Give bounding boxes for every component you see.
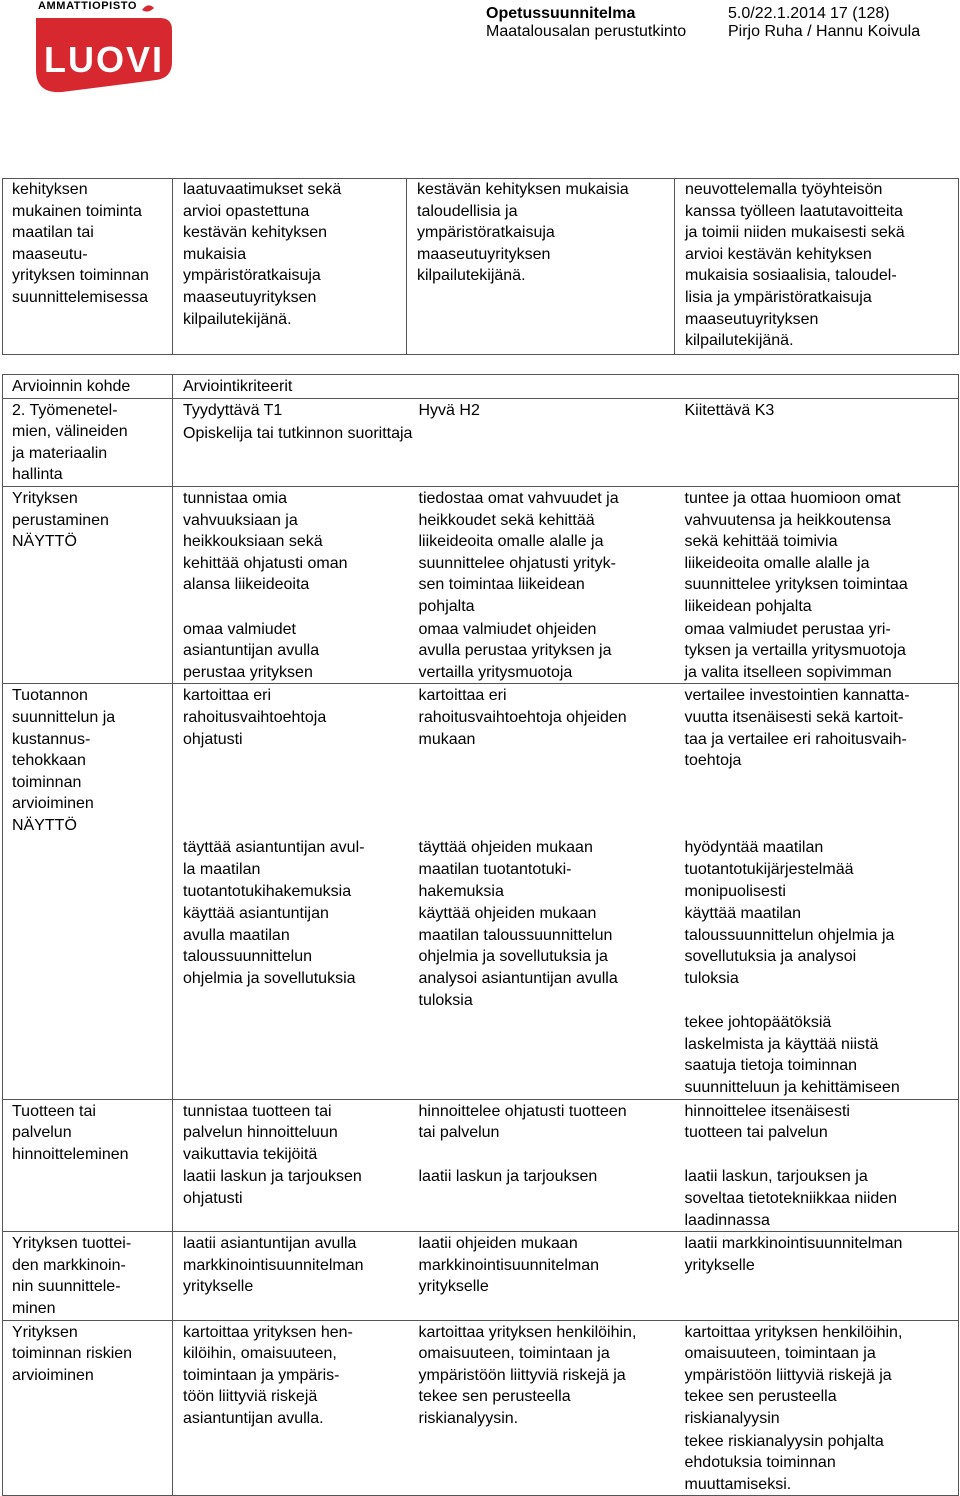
table-cell-h2: laatii ohjeiden mukaan markkinointisuunnitelman yritykselle bbox=[409, 1232, 675, 1320]
table-row bbox=[3, 684, 959, 837]
table-cell-h2 bbox=[409, 1430, 675, 1496]
document-version: 5.0/22.1.2014 bbox=[728, 5, 826, 22]
table-cell-subject: Yrityksen tuottei- den markkinoin- nin suunnittele- minen bbox=[3, 1232, 173, 1320]
table-cell-k3: käyttää maatilan taloussuunnittelun ohjelmia ja sovellutuksia ja analysoi tuloksia bbox=[684, 905, 895, 988]
document-title: Opetussuunnitelma bbox=[486, 5, 636, 22]
table-row bbox=[3, 1232, 959, 1320]
table-cell-subject: Yrityksen toiminnan riskien arvioiminen bbox=[3, 1320, 173, 1429]
table-cell-k3: hinnoittelee itsenäisesti tuotteen tai palvelun bbox=[675, 1099, 959, 1165]
table-cell-t1: kartoittaa eri rahoitusvaihtoehtoja ohjatusti bbox=[173, 684, 409, 837]
document-authors: Pirjo Ruha / Hannu Koivula bbox=[728, 23, 921, 40]
table-row bbox=[3, 486, 959, 617]
table-row bbox=[3, 179, 959, 355]
table-cell-k3: laatii laskun, tarjouksen ja soveltaa tietotekniikkaa niiden laadinnassa bbox=[684, 1168, 898, 1229]
column-header-subject: Arvioinnin kohde bbox=[3, 375, 173, 399]
column-header-criteria: Arviointikriteerit bbox=[183, 378, 293, 395]
competence-table-continuation bbox=[2, 178, 959, 355]
table-header-row bbox=[3, 375, 959, 399]
table-cell-h2: laatii laskun ja tarjouksen bbox=[418, 1168, 598, 1186]
levels-row bbox=[3, 398, 959, 421]
table-cell-t1: kartoittaa yrityksen hen- kilöihin, omaisuuteen, toimintaan ja ympäris- töön liittyviä riskejä asiantuntijan avulla. bbox=[173, 1320, 409, 1429]
table-cell-t1: tunnistaa tuotteen tai palvelun hinnoitteluun vaikuttavia tekijöitä bbox=[173, 1099, 409, 1165]
table-cell-t1: laatuvaatimukset sekä arvioi opastettuna kestävän kehityksen mukaisia ympäristöratkaisuja maaseutuyrityksen kilpailutekijänä. bbox=[173, 179, 407, 355]
table-cell-h2: täyttää ohjeiden mukaan maatilan tuotantotuki- hakemuksia bbox=[418, 839, 593, 900]
table-cell-h2: hinnoittelee ohjatusti tuotteen tai palvelun bbox=[409, 1099, 675, 1165]
table-cell-t1: täyttää asiantuntijan avul- la maatilan tuotantotukihakemuksia bbox=[183, 839, 365, 900]
table-cell-k3: tuntee ja ottaa huomioon omat vahvuutensa ja heikkoutensa sekä kehittää toimivia liikeideoita omalle alalle ja suunnittelee yrityksen toimintaa liikeidean pohjalta bbox=[675, 486, 959, 617]
table-cell-h2: kartoittaa eri rahoitusvaihtoehtoja ohjeiden mukaan bbox=[409, 684, 675, 837]
table-cell-k3: vertailee investointien kannatta- vuutta itsenäisesti sekä kartoit- taa ja vertailee eri rahoitusvaih- toehtoja bbox=[675, 684, 959, 837]
svg-text:LUOVI: LUOVI bbox=[44, 39, 165, 80]
table-cell-subject bbox=[3, 618, 173, 684]
table-cell-subject: Tuotannon suunnittelun ja kustannus- tehokkaan toiminnan arvioiminen NÄYTTÖ bbox=[3, 684, 173, 837]
level-h2: Hyvä H2 bbox=[409, 398, 675, 421]
table-cell-subject bbox=[3, 1011, 173, 1099]
level-k3: Kiitettävä K3 bbox=[675, 398, 959, 421]
table-cell-subject bbox=[3, 1430, 173, 1496]
table-cell-t1 bbox=[173, 1430, 409, 1496]
table-row bbox=[3, 902, 959, 1011]
table-cell-subject: Tuotteen tai palvelun hinnoitteleminen bbox=[3, 1099, 173, 1165]
table-cell-h2: kartoittaa yrityksen henkilöihin, omaisuuteen, toimintaan ja ympäristöön liittyviä riskejä ja tekee sen perusteella riskianalyysin. bbox=[409, 1320, 675, 1429]
table-cell-h2 bbox=[409, 1011, 675, 1099]
table-cell-k3: hyödyntää maatilan tuotantotukijärjestelmää monipuolisesti bbox=[684, 839, 854, 900]
table-row bbox=[3, 1099, 959, 1165]
assessment-criteria-table bbox=[2, 374, 959, 1496]
table-cell-h2: omaa valmiudet ohjeiden avulla perustaa yrityksen ja vertailla yritysmuotoja bbox=[418, 620, 612, 681]
table-cell-subject: Yrityksen perustaminen NÄYTTÖ bbox=[3, 486, 173, 617]
table-cell-k3: omaa valmiudet perustaa yri- tyksen ja vertailla yritysmuotoja ja valita itselleen sopivimman bbox=[684, 620, 906, 681]
table-cell-h2: käyttää ohjeiden mukaan maatilan taloussuunnittelun ohjelmia ja sovellutuksia ja analysoi asiantuntijan avulla tuloksia bbox=[418, 905, 618, 1009]
table-row bbox=[3, 836, 959, 902]
page-number: 17 (128) bbox=[830, 5, 890, 22]
degree-name: Maatalousalan perustutkinto bbox=[486, 23, 687, 40]
table-row bbox=[3, 618, 959, 684]
table-cell-h2: kestävän kehityksen mukaisia taloudellisia ja ympäristöratkaisuja maaseutuyrityksen kilpailutekijänä. bbox=[407, 179, 675, 355]
table-cell-h2: tiedostaa omat vahvuudet ja heikkoudet sekä kehittää liikeideoita omalle alalle ja suunnittelee ohjatusti yrityk- sen toimintaa liikeidean pohjalta bbox=[409, 486, 675, 617]
table-cell-t1: laatii laskun ja tarjouksen ohjatusti bbox=[183, 1168, 362, 1207]
organization-name: AMMATTIOPISTO bbox=[38, 0, 138, 12]
table-cell-k3: kartoittaa yrityksen henkilöihin, omaisuuteen, toimintaan ja ympäristöön liittyviä riskejä ja tekee sen perusteella riskianalyysin bbox=[675, 1320, 959, 1429]
table-cell-subject: kehityksen mukainen toiminta maatilan tai maaseutu- yrityksen toiminnan suunnittelemisessa bbox=[3, 179, 173, 355]
table-cell-k3: tekee johtopäätöksiä laskelmista ja käyttää niistä saatuja tietoja toiminnan suunnitteluun ja kehittämiseen bbox=[684, 1014, 900, 1097]
table-cell-t1: omaa valmiudet asiantuntijan avulla perustaa yrityksen bbox=[183, 620, 320, 681]
table-cell-subject bbox=[3, 902, 173, 1011]
luovi-logo bbox=[22, 0, 182, 100]
level-t1: Tyydyttävä T1 bbox=[173, 398, 409, 421]
table-row bbox=[3, 1165, 959, 1231]
table-cell-k3: neuvottelemalla työyhteisön kanssa työlleen laatutavoitteita ja toimii niiden mukaisesti sekä arvioi kestävän kehityksen mukaisia sosiaalisia, taloudel- lisia ja ympäristöratkaisuja maaseutuyrityksen kilpailutekijänä. bbox=[675, 179, 959, 355]
table-cell-k3: tekee riskianalyysin pohjalta ehdotuksia toiminnan muuttamiseksi. bbox=[684, 1432, 884, 1493]
section-label: 2. Työmenetel- mien, välineiden ja materiaalin hallinta bbox=[3, 398, 173, 486]
table-cell-t1: tunnistaa omia vahvuuksiaan ja heikkouksiaan sekä kehittää ohjatusti oman alansa liikeideoita bbox=[173, 486, 409, 617]
table-row bbox=[3, 1011, 959, 1099]
table-row bbox=[3, 1320, 959, 1429]
table-cell-subject bbox=[3, 836, 173, 902]
table-cell-t1: laatii asiantuntijan avulla markkinointisuunnitelman yritykselle bbox=[173, 1232, 409, 1320]
table-cell-t1: käyttää asiantuntijan avulla maatilan taloussuunnittelun ohjelmia ja sovellutuksia bbox=[183, 905, 356, 988]
table-row bbox=[3, 1430, 959, 1496]
table-cell-k3: laatii markkinointisuunnitelman yritykselle bbox=[675, 1232, 959, 1320]
performer-label: Opiskelija tai tutkinnon suorittaja bbox=[183, 424, 413, 442]
table-cell-t1 bbox=[173, 1011, 409, 1099]
table-cell-subject bbox=[3, 1165, 173, 1231]
